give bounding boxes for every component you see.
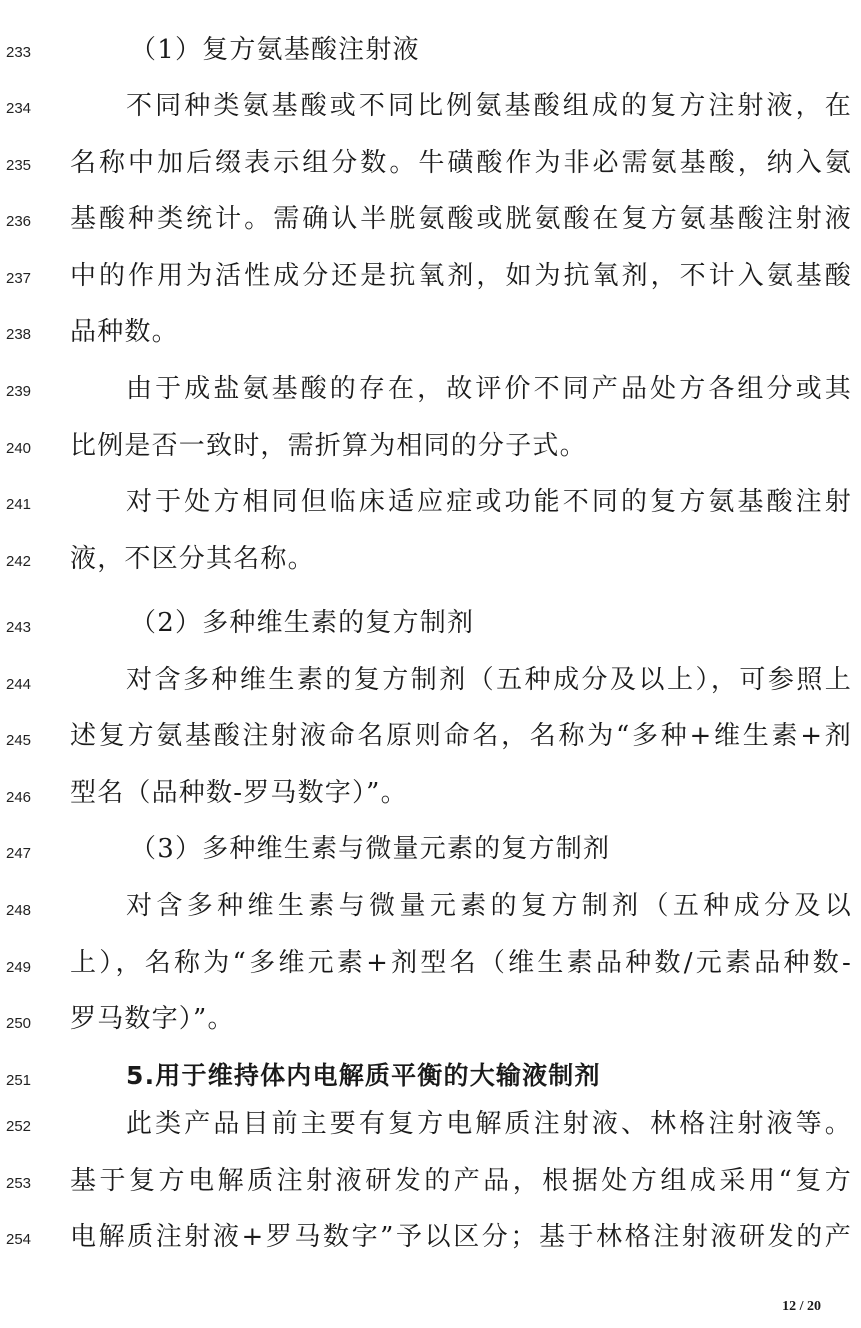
line-number: 243 [6, 619, 32, 636]
line-number: 253 [6, 1175, 32, 1192]
line-number: 233 [6, 44, 32, 61]
subsection-heading: （1）复方氨基酸注射液 [130, 35, 420, 65]
line-number: 251 [6, 1072, 32, 1089]
line-number: 235 [6, 157, 32, 174]
line-number: 241 [6, 496, 32, 513]
section-heading: 5.用于维持体内电解质平衡的大输液制剂 [126, 1061, 601, 1090]
text-line: 基酸种类统计。需确认半胱氨酸或胱氨酸在复方氨基酸注射液 [70, 204, 852, 234]
line-number: 239 [6, 383, 32, 400]
text-line: 不同种类氨基酸或不同比例氨基酸组成的复方注射液，在 [126, 91, 852, 121]
text-line: 对含多种维生素与微量元素的复方制剂（五种成分及以 [126, 891, 852, 921]
text-line: 对含多种维生素的复方制剂（五种成分及以上），可参照上 [126, 665, 852, 695]
line-number: 236 [6, 213, 32, 230]
text-line: 型名（品种数-罗马数字）”。 [70, 778, 408, 808]
line-number: 244 [6, 676, 32, 693]
text-line: 比例是否一致时，需折算为相同的分子式。 [70, 431, 587, 461]
line-number: 240 [6, 440, 32, 457]
line-number: 247 [6, 845, 32, 862]
line-number: 248 [6, 902, 32, 919]
line-number: 252 [6, 1118, 32, 1135]
subsection-heading: （2）多种维生素的复方制剂 [130, 608, 475, 638]
line-number: 249 [6, 959, 32, 976]
line-number: 246 [6, 789, 32, 806]
line-number: 237 [6, 270, 32, 287]
text-line: 述复方氨基酸注射液命名原则命名，名称为“多种+维生素+剂 [70, 721, 852, 751]
subsection-heading: （3）多种维生素与微量元素的复方制剂 [130, 834, 611, 864]
page-number: 12 / 20 [782, 1299, 821, 1314]
text-line: 品种数。 [70, 317, 179, 347]
line-number: 245 [6, 732, 32, 749]
line-number: 242 [6, 553, 32, 570]
text-line: 罗马数字）”。 [70, 1004, 235, 1034]
text-line: 中的作用为活性成分还是抗氧剂，如为抗氧剂，不计入氨基酸 [70, 261, 852, 291]
line-number: 234 [6, 100, 32, 117]
text-line: 基于复方电解质注射液研发的产品，根据处方组成采用“复方 [70, 1166, 852, 1196]
line-number: 250 [6, 1015, 32, 1032]
text-line: 液，不区分其名称。 [70, 544, 315, 574]
text-line: 对于处方相同但临床适应症或功能不同的复方氨基酸注射 [126, 487, 852, 517]
line-number: 254 [6, 1231, 32, 1248]
text-line: 名称中加后缀表示组分数。牛磺酸作为非必需氨基酸，纳入氨 [70, 148, 852, 178]
text-line: 电解质注射液+罗马数字”予以区分；基于林格注射液研发的产 [70, 1222, 852, 1252]
line-number: 238 [6, 326, 32, 343]
text-line: 此类产品目前主要有复方电解质注射液、林格注射液等。 [126, 1109, 852, 1139]
text-line: 上），名称为“多维元素+剂型名（维生素品种数/元素品种数- [70, 948, 852, 978]
text-line: 由于成盐氨基酸的存在，故评价不同产品处方各组分或其 [126, 374, 852, 404]
